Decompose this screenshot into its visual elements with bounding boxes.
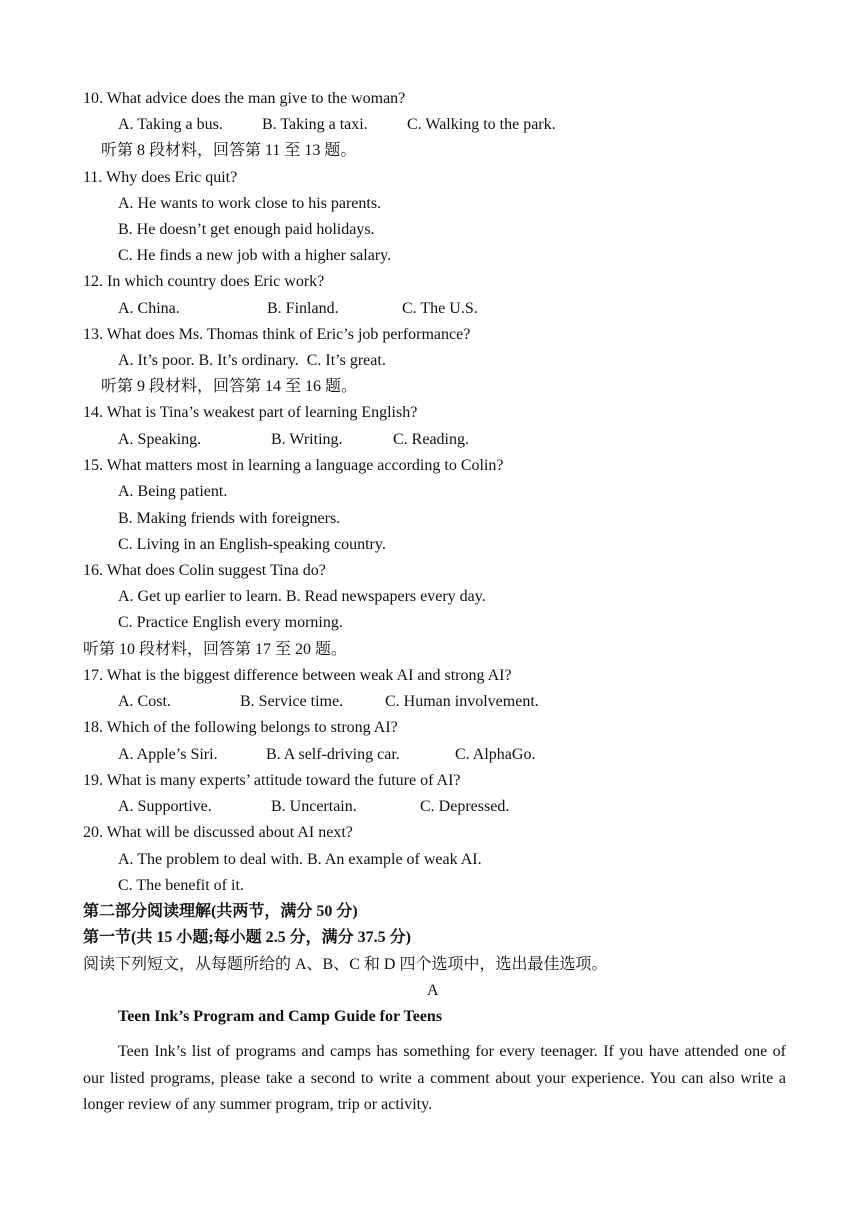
q19-option-a: A. Supportive. [118, 798, 212, 815]
q14-option-c: C. Reading. [393, 431, 469, 448]
q19-option-c: C. Depressed. [420, 798, 510, 815]
segment-9-instruction: 听第 9 段材料，回答第 14 至 16 题。 [101, 378, 358, 395]
question-20-stem: 20. What will be discussed about AI next? [83, 824, 353, 841]
reading-instruction: 阅读下列短文，从每题所给的 A、B、C 和 D 四个选项中，选出最佳选项。 [83, 956, 608, 973]
q18-option-b: B. A self-driving car. [266, 746, 400, 763]
q11-option-c: C. He finds a new job with a higher salary. [118, 247, 392, 264]
q19-option-b: B. Uncertain. [271, 798, 357, 815]
q17-option-c: C. Human involvement. [385, 693, 539, 710]
q12-option-a: A. China. [118, 300, 180, 317]
q20-options-ab: A. The problem to deal with. B. An example of weak AI. [118, 851, 482, 868]
q10-option-b: B. Taking a taxi. [262, 116, 368, 133]
question-15-stem: 15. What matters most in learning a language according to Colin? [83, 457, 504, 474]
q12-option-c: C. The U.S. [402, 300, 478, 317]
q20-option-c: C. The benefit of it. [118, 877, 244, 894]
question-14-stem: 14. What is Tina’s weakest part of learning English? [83, 404, 418, 421]
segment-10-instruction: 听第 10 段材料，回答第 17 至 20 题。 [83, 641, 348, 658]
segment-8-instruction: 听第 8 段材料，回答第 11 至 13 题。 [101, 142, 357, 159]
q15-option-c: C. Living in an English-speaking country. [118, 536, 386, 553]
section-1-heading: 第一节(共 15 小题;每小题 2.5 分，满分 37.5 分) [83, 929, 411, 946]
question-17-stem: 17. What is the biggest difference between weak AI and strong AI? [83, 667, 512, 684]
part-2-heading: 第二部分阅读理解(共两节，满分 50 分) [83, 903, 358, 920]
question-12-stem: 12. In which country does Eric work? [83, 273, 325, 290]
passage-body: Teen Ink’s list of programs and camps has something for every teenager. If you have attended one of our listed programs, please take a second to write a comment about your experience. You can also write a longer review of any summer program, trip or activity. [83, 1043, 786, 1113]
q16-option-c: C. Practice English every morning. [118, 614, 343, 631]
q10-option-c: C. Walking to the park. [407, 116, 556, 133]
question-10-stem: 10. What advice does the man give to the woman? [83, 90, 406, 107]
q18-option-a: A. Apple’s Siri. [118, 746, 218, 763]
q15-option-b: B. Making friends with foreigners. [118, 510, 341, 527]
q18-option-c: C. AlphaGo. [455, 746, 536, 763]
q13-options: A. It’s poor. B. It’s ordinary. C. It’s great. [118, 352, 386, 369]
question-16-stem: 16. What does Colin suggest Tina do? [83, 562, 326, 579]
question-18-stem: 18. Which of the following belongs to strong AI? [83, 719, 398, 736]
question-11-stem: 11. Why does Eric quit? [83, 169, 238, 186]
q10-option-a: A. Taking a bus. [118, 116, 223, 133]
passage-title: Teen Ink’s Program and Camp Guide for Teens [118, 1008, 443, 1025]
q15-option-a: A. Being patient. [118, 483, 228, 500]
q17-option-b: B. Service time. [240, 693, 344, 710]
q17-option-a: A. Cost. [118, 693, 171, 710]
question-13-stem: 13. What does Ms. Thomas think of Eric’s job performance? [83, 326, 471, 343]
q14-option-b: B. Writing. [271, 431, 343, 448]
q11-option-b: B. He doesn’t get enough paid holidays. [118, 221, 375, 238]
q14-option-a: A. Speaking. [118, 431, 202, 448]
passage-letter: A [427, 982, 439, 999]
q11-option-a: A. He wants to work close to his parents. [118, 195, 382, 212]
q12-option-b: B. Finland. [267, 300, 339, 317]
q16-options-ab: A. Get up earlier to learn. B. Read newspapers every day. [118, 588, 486, 605]
question-19-stem: 19. What is many experts’ attitude toward the future of AI? [83, 772, 461, 789]
